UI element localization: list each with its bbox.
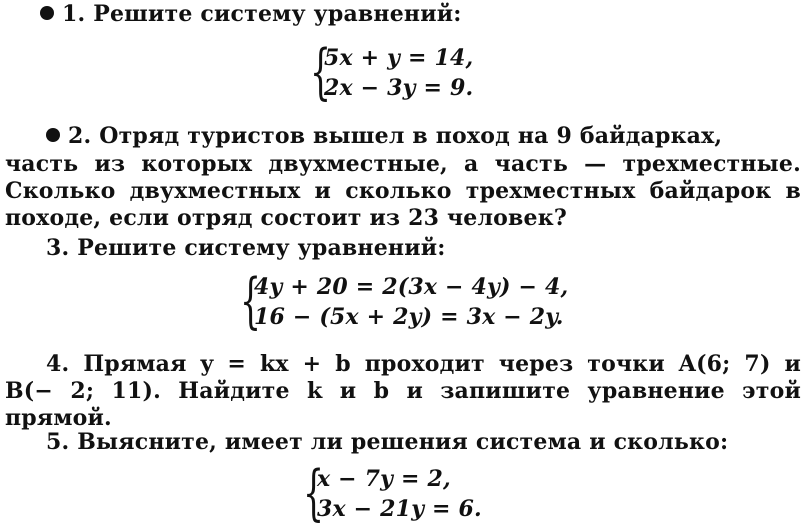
task-4-line-3: прямой.: [5, 405, 112, 431]
task-3-text: Решите систему уравнений:: [77, 235, 446, 261]
task-1-heading: [40, 2, 462, 27]
task-3-heading: [46, 236, 446, 261]
task-2-line-4: походе, если отряд состоит из 23 человек?: [5, 205, 567, 231]
task-1-equation-2: 2x − 3y = 9.: [324, 75, 474, 101]
task-1-equation-1: 5x + y = 14,: [324, 45, 474, 71]
task-2-number: 2.: [68, 123, 92, 149]
task-1-number: 1.: [62, 1, 86, 27]
task-3-equation-2: 16 − (5x + 2y) = 3x − 2y.: [254, 304, 564, 330]
brace-icon: {: [240, 266, 262, 336]
task-2-line-3: Сколько двухместных и сколько трехместных байдарок в: [5, 178, 801, 204]
task-5-equation-1: x − 7y = 2,: [317, 466, 451, 492]
task-5-text: Выясните, имеет ли решения система и сколько:: [77, 429, 729, 455]
task-5-equation-2: 3x − 21y = 6.: [317, 496, 482, 522]
task-1-text: Решите систему уравнений:: [93, 1, 462, 27]
task-4-number: 4.: [46, 351, 70, 377]
task-5-number: 5.: [46, 429, 70, 455]
task-2-line-1: [46, 124, 722, 149]
task-5-system: [303, 458, 503, 528]
task-5-heading: [46, 430, 728, 455]
task-3-equation-1: 4y + 20 = 2(3x − 4y) − 4,: [254, 274, 569, 300]
task-4-text-1: Прямая y = kx + b проходит через точки A(6; 7) и: [83, 351, 801, 377]
task-2-text-1: Отряд туристов вышел в поход на 9 байдарках,: [99, 123, 723, 149]
bullet-icon: [40, 6, 54, 20]
task-3-number: 3.: [46, 235, 70, 261]
task-3-system: [240, 266, 570, 336]
task-4-line-1: [46, 352, 801, 377]
task-4-line-2: B(− 2; 11). Найдите k и b и запишите уравнение этой: [5, 378, 801, 404]
task-2-line-2: часть из которых двухместные, а часть — трехместные.: [5, 151, 801, 177]
task-1-system: [310, 37, 510, 107]
bullet-icon: [46, 128, 60, 142]
brace-icon: {: [310, 37, 332, 107]
brace-icon: {: [303, 458, 325, 528]
